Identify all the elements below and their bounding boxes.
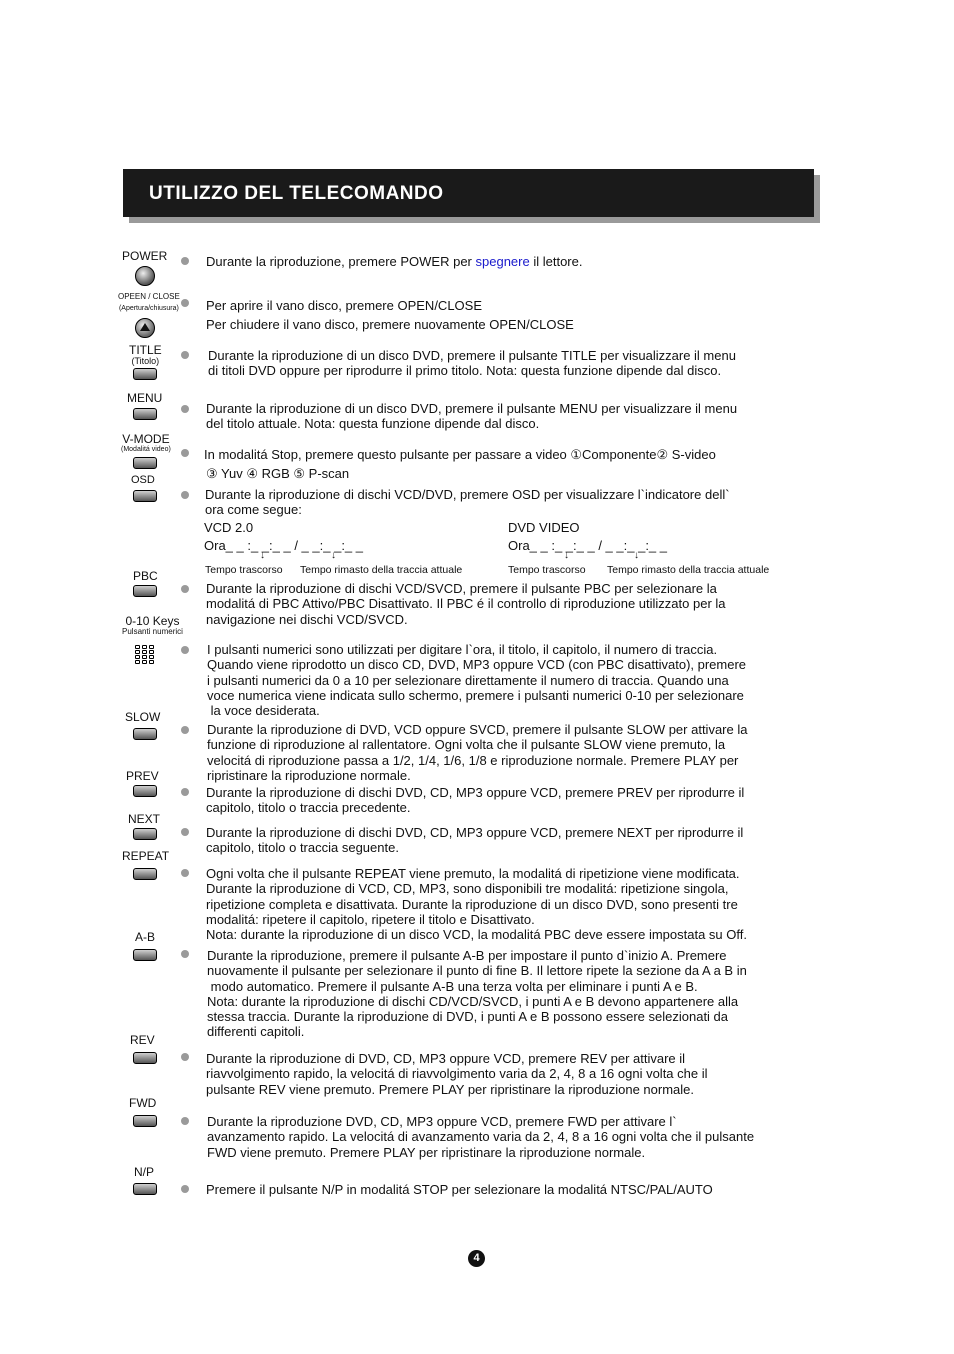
vmode-label-text: V-MODE	[122, 432, 170, 446]
rev-label: REV	[130, 1033, 155, 1047]
desc-line: la voce desiderata.	[207, 703, 320, 719]
fwd-label: FWD	[129, 1096, 157, 1110]
arrow-down-icon: ↓	[634, 550, 639, 561]
desc-line: Durante la riproduzione di DVD, VCD oppure SVCD, premere il pulsante SLOW per attivare la	[207, 722, 748, 737]
page-number: 4	[468, 1250, 485, 1267]
osd-label: OSD	[131, 474, 155, 486]
arrow-down-icon: ↓	[564, 550, 569, 561]
menu-button-icon	[133, 408, 157, 420]
open-close-sublabel: (Apertura/chiusura)	[118, 304, 179, 312]
desc-line: Durante la riproduzione di dischi VCD/SVCD, premere il pulsante PBC per selezionare la	[206, 581, 717, 596]
desc-line: pulsante REV viene premuto. Premere PLAY per ripristinare la riproduzione normale.	[206, 1081, 694, 1097]
open-close-label-text: OPEEN / CLOSE	[118, 292, 180, 301]
desc-line: i pulsanti numerici da 0 a 10 per selezionare direttamente il numero di traccia. Quando una	[207, 672, 729, 688]
arrow-down-icon: ↓	[260, 550, 265, 561]
power-link: spegnere	[475, 254, 530, 269]
numpad-icon	[135, 645, 154, 664]
keys-label	[122, 615, 183, 637]
desc-line: modalitá: ripetere il capitolo, ripetere il titolo e Disattivato.	[206, 911, 535, 927]
bullet	[181, 869, 189, 877]
bullet	[181, 1053, 189, 1061]
desc-line: di titoli DVD oppure per riprodurre il primo titolo. Nota: questa funzione dipende dal disco.	[208, 363, 722, 379]
power-label: POWER	[122, 249, 168, 263]
fwd-button-icon	[133, 1115, 157, 1127]
eject-icon	[135, 318, 155, 338]
bullet	[181, 1117, 189, 1125]
desc-line: I pulsanti numerici sono utilizzati per digitare l`ora, il titolo, il capitolo, il numero di traccia.	[207, 642, 718, 657]
desc-line: Durante la riproduzione di dischi VCD/DVD, premere OSD per visualizzare l`indicatore dell`	[205, 487, 730, 502]
prev-label: PREV	[126, 769, 159, 783]
osd-vcd-time: Ora_ _ :_ _:_ _ / _ _:_ _:_ _	[204, 538, 363, 553]
desc-line: Per chiudere il vano disco, premere nuovamente OPEN/CLOSE	[206, 317, 574, 332]
title-label-text: TITLE	[129, 343, 162, 357]
desc-line: ripetizione completa e disattivata. Durante la riproduzione di un disco DVD, sono presenti tre	[206, 896, 738, 912]
title-sublabel: (Titolo)	[131, 356, 160, 367]
open-close-label	[118, 293, 180, 312]
desc-line: navigazione nei dischi VCD/SVCD.	[206, 611, 408, 627]
ab-description	[207, 948, 747, 1040]
repeat-button-icon	[133, 868, 157, 880]
desc-line: Ogni volta che il pulsante REPEAT viene premuto, la modalitá di ripetizione viene modificata.	[206, 866, 740, 881]
desc-line: modo automatico. Premere il pulsante A-B una terza volta per eliminare i punti A e B.	[207, 978, 698, 994]
keys-description	[207, 642, 746, 718]
desc-line: del titolo attuale. Nota: questa funzione dipende dal disco.	[206, 416, 540, 432]
desc-line: stessa traccia. Durante la riproduzione di DVD, i punti A e B possono essere selezionati da	[207, 1009, 729, 1025]
desc-line: Per aprire il vano disco, premere OPEN/CLOSE	[206, 298, 482, 313]
desc-line: riavvolgimento rapido, la velocitá di riavvolgimento varia da 2, 4, 8 a 16 ogni volta che il	[206, 1066, 708, 1082]
bullet	[181, 950, 189, 958]
np-description	[206, 1182, 713, 1197]
power-description: Durante la riproduzione, premere POWER per spegnere il lettore.	[206, 254, 583, 269]
np-label: N/P	[134, 1165, 155, 1179]
ab-label: A-B	[135, 930, 156, 944]
desc-line: Premere il pulsante N/P in modalitá STOP per selezionare la modalitá NTSC/PAL/AUTO	[206, 1182, 713, 1197]
desc-line: Durante la riproduzione di un disco DVD, premere il pulsante MENU per visualizzare il menu	[206, 401, 738, 416]
bullet	[181, 299, 189, 307]
desc-line: Quando viene riprodotto un disco CD, DVD, MP3 oppure VCD (con PBC disattivato), premere	[207, 657, 747, 673]
bullet	[181, 828, 189, 836]
bullet	[181, 405, 189, 413]
osd-dvd-caption-elapsed: Tempo trascorso	[508, 564, 586, 576]
osd-dvd-title: DVD VIDEO	[508, 520, 580, 535]
osd-description	[205, 487, 730, 518]
bullet	[181, 646, 189, 654]
bullet	[181, 491, 189, 499]
next-button-icon	[133, 828, 157, 840]
desc-line: Nota: durante la riproduzione di dischi CD/VCD/SVCD, i punti A e B devono appartenere alla	[207, 993, 739, 1009]
bullet	[181, 726, 189, 734]
rev-description	[206, 1051, 708, 1097]
keys-sublabel: Pulsanti numerici	[122, 627, 183, 637]
desc-line: Durante la riproduzione di dischi DVD, CD, MP3 oppure VCD, premere NEXT per riprodurre il	[206, 825, 744, 840]
next-label: NEXT	[128, 812, 161, 826]
next-description	[206, 825, 743, 856]
keys-label-text: 0-10 Keys	[125, 614, 180, 628]
desc-line: In modalitá Stop, premere questo pulsante per passare a video ①Componente② S-video	[204, 447, 716, 462]
desc-line: ③ Yuv ④ RGB ⑤ P-scan	[206, 466, 350, 481]
desc-line: voce numerica viene indicata sullo schermo, premere i pulsanti numerici 0-10 per selezionare	[207, 687, 744, 703]
fwd-description	[207, 1114, 754, 1160]
osd-vcd-caption-elapsed: Tempo trascorso	[205, 564, 283, 576]
slow-label: SLOW	[125, 710, 161, 724]
desc-line: Durante la riproduzione di un disco DVD, premere il pulsante TITLE per visualizzare il menu	[208, 348, 736, 363]
page-title: UTILIZZO DEL TELECOMANDO	[149, 183, 444, 204]
prev-description	[206, 785, 744, 816]
desc-line: Durante la riproduzione DVD, CD, MP3 oppure VCD, premere FWD per attivare l`	[207, 1114, 677, 1129]
desc-line: Durante la riproduzione di DVD, CD, MP3 oppure VCD, premere REV per attivare il	[206, 1051, 686, 1066]
osd-dvd-time: Ora_ _ :_ _:_ _ / _ _:_ _:_ _	[508, 538, 667, 553]
osd-dvd-caption-remaining: Tempo rimasto della traccia attuale	[607, 564, 770, 576]
desc-line: avanzamento rapido. La velocitá di avanzamento varia da 2, 4, 8 a 16 ogni volta che il pulsante	[207, 1129, 755, 1145]
osd-button-icon	[133, 490, 157, 502]
desc-line: Durante la riproduzione di dischi DVD, CD, MP3 oppure VCD, premere PREV per riprodurre il	[206, 785, 745, 800]
desc-line: capitolo, titolo o traccia seguente.	[206, 840, 399, 856]
title-label	[129, 344, 162, 367]
title-button-icon	[133, 368, 157, 380]
bullet	[181, 257, 189, 265]
desc-line: ora come segue:	[205, 502, 302, 518]
vmode-sublabel: (Modalitá video)	[121, 446, 171, 454]
rev-button-icon	[133, 1052, 157, 1064]
bullet	[181, 788, 189, 796]
repeat-description	[206, 866, 747, 942]
desc-line: nuovamente il pulsante per selezionare il punto di fine B. Il lettore ripete la sezione da A a B in	[207, 963, 747, 979]
desc-line: modalitá di PBC Attivo/PBC Disattivato. Il PBC é il controllo di riproduzione utilizzato per la	[206, 596, 726, 612]
desc-line: FWD viene premuto. Premere PLAY per ripristinare la riproduzione normale.	[207, 1144, 646, 1160]
pbc-description	[206, 581, 726, 627]
prev-button-icon	[133, 785, 157, 797]
ab-button-icon	[133, 949, 157, 961]
vmode-label	[121, 433, 171, 454]
bullet	[181, 1185, 189, 1193]
title-description	[208, 348, 736, 379]
vmode-button-icon	[133, 457, 157, 469]
desc-line: Nota: durante la riproduzione di un disco VCD, la modalitá PBC deve essere impostata su Off.	[206, 927, 747, 943]
desc-line: Durante la riproduzione, premere il pulsante A-B per impostare il punto d`inizio A. Premere	[207, 948, 727, 963]
osd-vcd-caption-remaining: Tempo rimasto della traccia attuale	[300, 564, 463, 576]
arrow-down-icon: ↓	[331, 550, 336, 561]
desc-line: capitolo, titolo o traccia precedente.	[206, 800, 411, 816]
pbc-label: PBC	[133, 569, 158, 583]
repeat-label: REPEAT	[122, 849, 170, 863]
desc-line: velocitá di riproduzione passa a 1/2, 1/4, 1/6, 1/8 e riproduzione normale. Premere PLAY per	[207, 752, 739, 768]
bullet	[181, 585, 189, 593]
menu-label: MENU	[127, 391, 163, 405]
bullet	[181, 449, 189, 457]
slow-description	[207, 722, 747, 783]
desc-line: Durante la riproduzione di VCD, CD, MP3, sono disponibili tre modalitá: ripetizione singola,	[206, 881, 729, 897]
vmode-description	[204, 445, 716, 483]
open-close-description	[206, 296, 574, 334]
slow-button-icon	[133, 728, 157, 740]
desc-line: ripristinare la riproduzione normale.	[207, 767, 411, 783]
title-bar	[123, 169, 814, 217]
power-button-icon	[135, 266, 155, 286]
osd-vcd-title: VCD 2.0	[204, 520, 254, 535]
desc-line: differenti capitoli.	[207, 1024, 305, 1040]
menu-description	[206, 401, 737, 432]
bullet	[181, 351, 189, 359]
desc-line: funzione di riproduzione al rallentatore. Ogni volta che il pulsante SLOW viene premuto, la	[207, 737, 726, 753]
pbc-button-icon	[133, 585, 157, 597]
np-button-icon	[133, 1183, 157, 1195]
